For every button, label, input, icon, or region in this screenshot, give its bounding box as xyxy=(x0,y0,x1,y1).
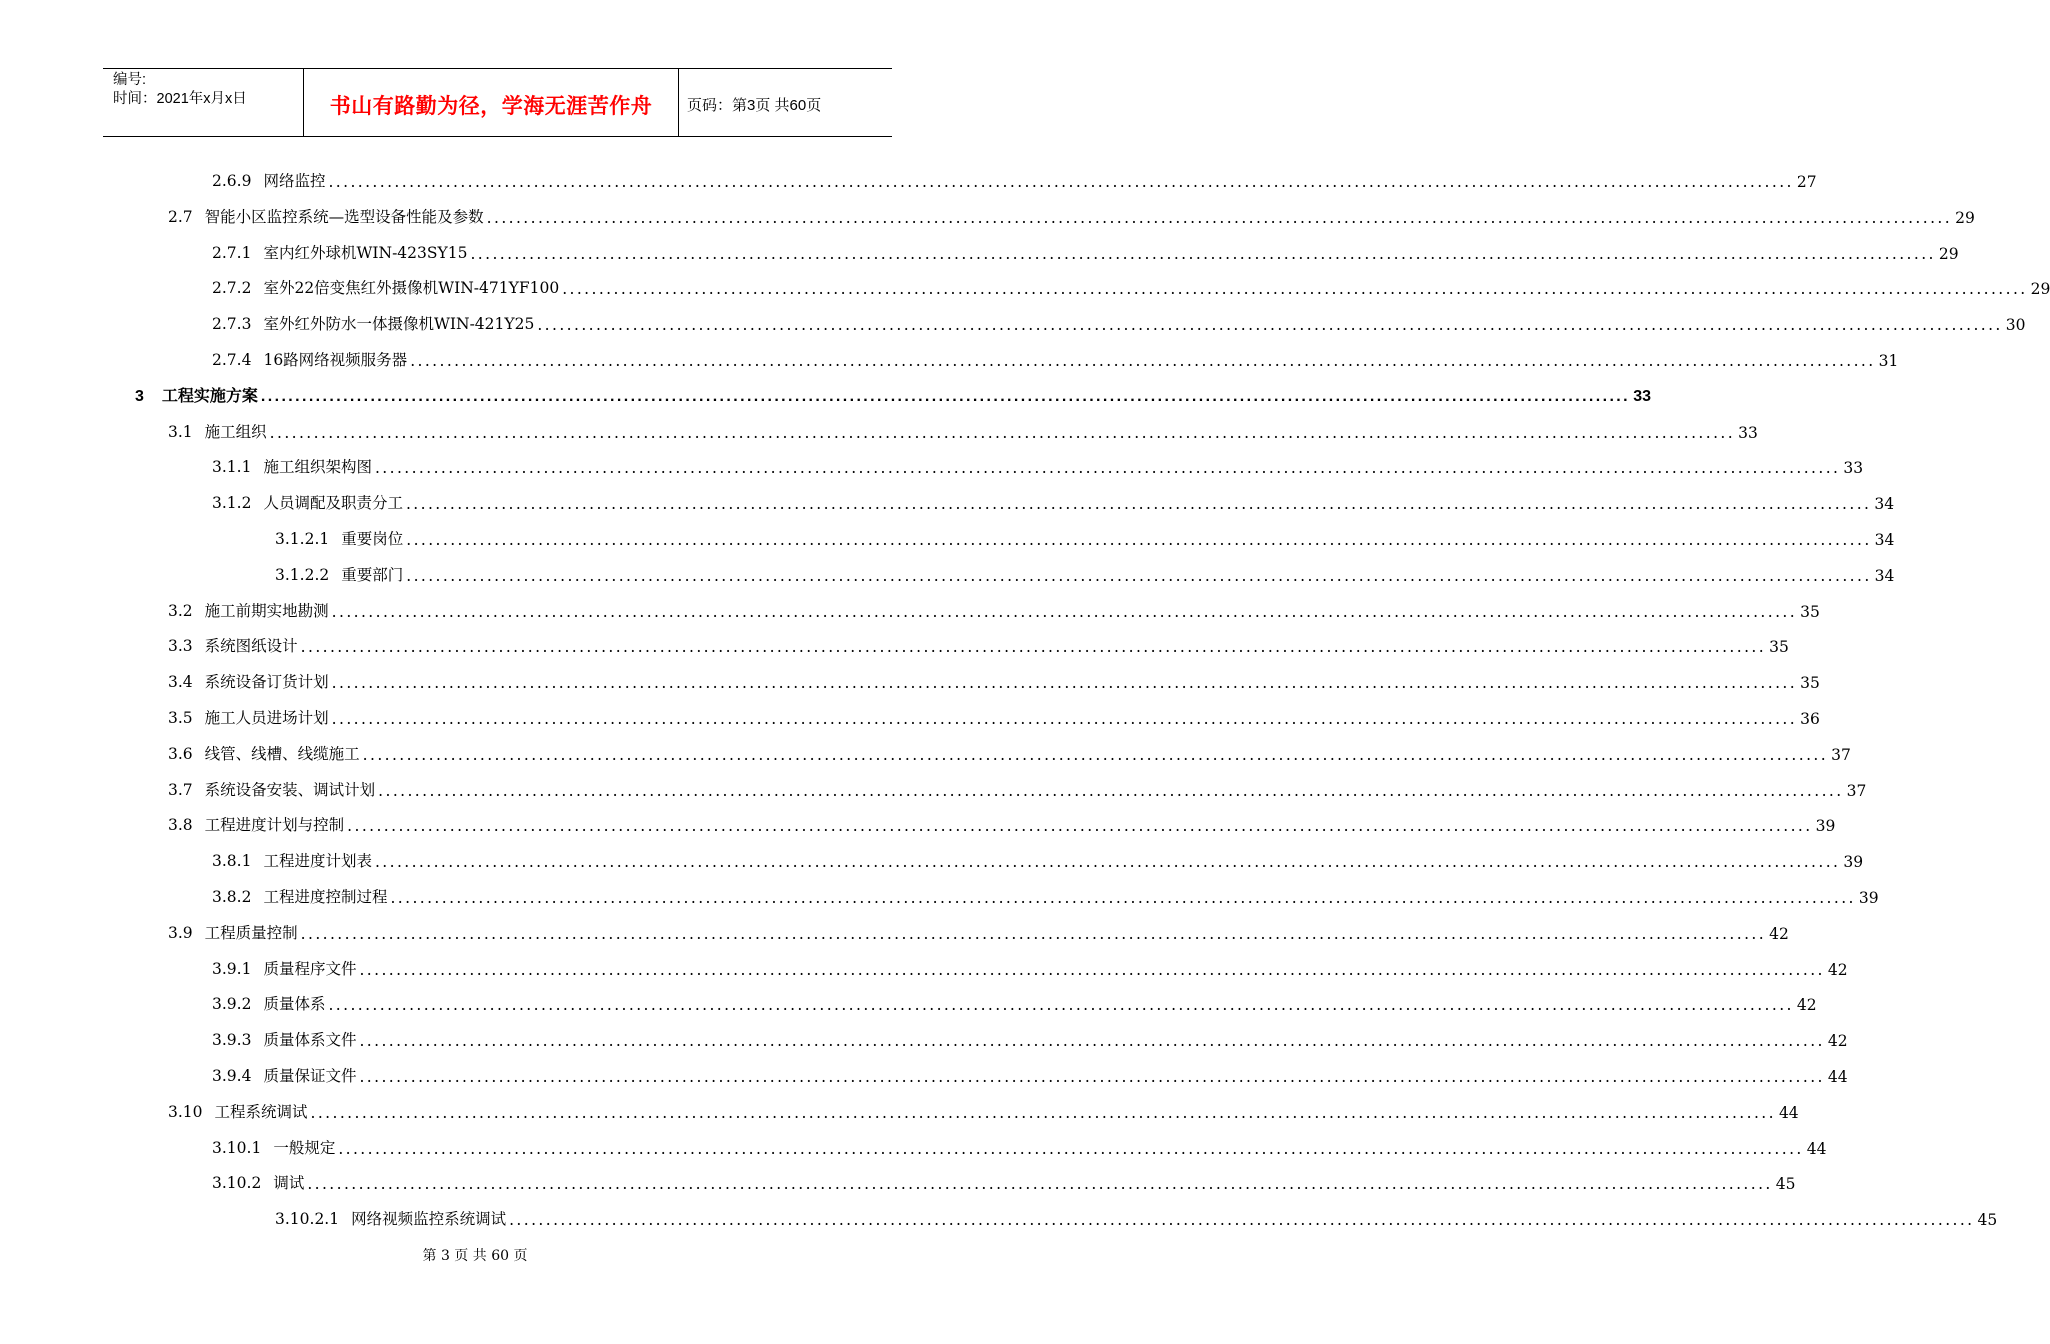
page-footer: 第 3 页 共 60 页 xyxy=(422,1248,528,1264)
toc-entry-title: 网络视频监控系统调试 xyxy=(351,1210,507,1229)
toc-entry-title: 工程实施方案 xyxy=(161,387,258,405)
toc-leader-dots: ........................................................................................................................................................................................................ xyxy=(300,924,1767,943)
toc-entry-title: 质量体系文件 xyxy=(263,1031,357,1050)
header-page-info: 页码：第3页 共60页 xyxy=(687,97,822,114)
toc-entry[interactable] xyxy=(168,774,1867,800)
toc-entry-title: 室外红外防水一体摄像机WIN-421Y25 xyxy=(263,315,535,334)
toc-entry-title: 重要部门 xyxy=(341,565,404,584)
toc-entry-label xyxy=(168,205,484,227)
toc-entry-page: 44 xyxy=(1827,1068,1848,1086)
toc-entry[interactable] xyxy=(212,1024,1848,1051)
toc-entry-title: 工程进度计划表 xyxy=(263,852,372,871)
toc-entry-page: 35 xyxy=(1800,602,1820,621)
toc-entry-label xyxy=(212,1171,304,1193)
toc-entry[interactable] xyxy=(275,523,1895,549)
toc-entry-label xyxy=(212,849,372,871)
toc-entry[interactable] xyxy=(168,630,1789,657)
header-motto: 书山有路勤为径，学海无涯苦作舟 xyxy=(303,69,679,136)
toc-leader-dots: ........................................................................................................................................................................................................ xyxy=(374,853,1841,872)
toc-entry-label xyxy=(275,1207,506,1229)
toc-entry-title: 质量保证文件 xyxy=(263,1067,357,1085)
time-label: 时间：2021年x月x日 xyxy=(113,91,247,107)
toc-entry[interactable] xyxy=(212,1132,1827,1158)
toc-entry-number: 3.6 xyxy=(168,744,193,763)
toc-entry[interactable] xyxy=(212,1060,1848,1086)
toc-entry-title: 网络监控 xyxy=(263,172,326,190)
toc-entry-label xyxy=(168,420,267,442)
toc-entry-label xyxy=(168,921,298,943)
toc-entry-number: 3.1.2 xyxy=(212,494,252,513)
toc-entry-label xyxy=(212,1136,335,1158)
toc-entry-title: 线管、线槽、线缆施工 xyxy=(204,744,360,763)
toc-entry-page: 42 xyxy=(1769,924,1789,943)
toc-leader-dots: ........................................................................................................................................................................................................ xyxy=(410,352,1876,370)
toc-leader-dots: ........................................................................................................................................................................................................ xyxy=(331,602,1798,621)
toc-entry-page: 39 xyxy=(1843,853,1864,872)
toc-entry-page: 33 xyxy=(1633,387,1651,405)
toc-entry[interactable] xyxy=(212,988,1817,1015)
toc-entry-page: 29 xyxy=(1955,208,1975,227)
toc-entry-title: 工程进度控制过程 xyxy=(263,888,388,906)
toc-entry-label xyxy=(168,670,329,692)
toc-entry-title: 人员调配及职责分工 xyxy=(263,494,403,513)
toc-entry-page: 35 xyxy=(1800,674,1820,693)
toc-entry[interactable] xyxy=(168,809,1836,836)
toc-entry-page: 42 xyxy=(1827,1032,1848,1051)
toc-entry-page: 44 xyxy=(1806,1139,1827,1158)
toc-entry-title: 系统设备安装、调试计划 xyxy=(204,780,376,799)
toc-entry-number: 3.5 xyxy=(168,709,193,727)
header-left-cell xyxy=(103,69,303,136)
toc-leader-dots: ........................................................................................................................................................................................................ xyxy=(347,817,1813,836)
toc-entry-page: 37 xyxy=(1846,781,1867,800)
toc-entry-page: 31 xyxy=(1878,352,1899,370)
toc-entry[interactable] xyxy=(212,237,1959,263)
toc-leader-dots: ........................................................................................................................................................................................................ xyxy=(374,459,1841,478)
toc-entry-number: 2.7.2 xyxy=(212,279,252,298)
toc-leader-dots: ........................................................................................................................................................................................................ xyxy=(470,244,1936,263)
toc-entry-number: 3.10 xyxy=(168,1102,203,1121)
toc-entry-label xyxy=(275,527,403,549)
toc-entry-label xyxy=(275,563,403,585)
toc-entry-title: 质量体系 xyxy=(263,995,326,1014)
toc-entry-number: 3.10.1 xyxy=(212,1138,262,1157)
toc-entry[interactable] xyxy=(212,953,1848,979)
toc-entry-page: 44 xyxy=(1778,1103,1799,1122)
toc-entry-number: 3.8 xyxy=(168,816,193,835)
toc-entry[interactable] xyxy=(212,165,1817,191)
toc-leader-dots: ........................................................................................................................................................................................................ xyxy=(331,674,1798,693)
toc-entry-title: 工程质量控制 xyxy=(204,923,298,942)
toc-entry-title: 室内红外球机WIN-423SY15 xyxy=(263,243,468,262)
toc-entry-label xyxy=(212,455,372,477)
toc-entry-page: 39 xyxy=(1858,889,1879,907)
toc-entry-title: 调试 xyxy=(273,1174,305,1193)
toc-entry-label xyxy=(168,813,344,835)
toc-entry-title: 系统设备订货计划 xyxy=(204,673,329,692)
toc-entry-number: 3.3 xyxy=(168,637,193,656)
toc-entry-title: 系统图纸设计 xyxy=(204,637,298,656)
toc-entry-number: 3.9.4 xyxy=(212,1067,252,1085)
toc-entry-number: 3.1 xyxy=(168,422,193,441)
toc-entry-label xyxy=(168,706,329,728)
toc-leader-dots: ........................................................................................................................................................................................................ xyxy=(310,1103,1776,1122)
toc-entry[interactable] xyxy=(212,272,2050,299)
toc-leader-dots: ........................................................................................................................................................................................................ xyxy=(390,889,1856,907)
toc-leader-dots: ........................................................................................................................................................................................................ xyxy=(406,566,1872,585)
toc-entry-number: 2.7 xyxy=(168,207,193,226)
toc-entry-number: 3.1.1 xyxy=(212,458,252,477)
toc-leader-dots: ........................................................................................................................................................................................................ xyxy=(338,1139,1804,1158)
toc-entry-page: 45 xyxy=(1775,1175,1796,1194)
toc-entry-number: 3 xyxy=(135,387,144,405)
toc-entry-title: 重要岗位 xyxy=(341,530,404,548)
toc-entry-number: 3.10.2.1 xyxy=(275,1210,340,1229)
toc-entry[interactable] xyxy=(212,344,1899,370)
toc-leader-dots: ........................................................................................................................................................................................................ xyxy=(406,531,1872,549)
toc-entry-label xyxy=(212,957,356,979)
code-label: 编号: xyxy=(113,72,147,88)
toc-leader-dots: ........................................................................................................................................................................................................ xyxy=(562,280,2028,299)
toc-entry-label xyxy=(212,241,467,263)
toc-leader-dots: ........................................................................................................................................................................................................ xyxy=(509,1211,1975,1230)
toc-leader-dots: ........................................................................................................................................................................................................ xyxy=(359,960,1825,979)
toc-entry-number: 3.9 xyxy=(168,923,193,942)
toc-entry[interactable] xyxy=(212,1167,1796,1194)
toc-entry-title: 施工组织架构图 xyxy=(263,458,372,477)
toc-leader-dots: ........................................................................................................................................................................................................ xyxy=(405,495,1872,514)
toc-entry-title: 一般规定 xyxy=(273,1138,336,1157)
toc-entry-title: 施工前期实地勘测 xyxy=(204,601,329,620)
toc-entry-number: 3.2 xyxy=(168,601,193,620)
toc-entry[interactable] xyxy=(212,451,1864,478)
toc-entry-number: 3.4 xyxy=(168,673,193,692)
toc-entry-page: 33 xyxy=(1843,459,1864,478)
toc-entry-page: 29 xyxy=(2030,280,2050,299)
toc-entry-label xyxy=(168,1100,308,1122)
toc-entry[interactable] xyxy=(135,380,1651,406)
toc-entry-label xyxy=(212,276,559,298)
toc-entry[interactable] xyxy=(168,1096,1799,1122)
toc-entry-page: 27 xyxy=(1796,173,1817,191)
toc-entry-number: 3.1.2.1 xyxy=(275,530,330,548)
toc-leader-dots: ........................................................................................................................................................................................................ xyxy=(378,781,1844,800)
toc-entry-label xyxy=(212,348,407,370)
toc-entry-number: 3.9.3 xyxy=(212,1031,252,1050)
toc-entry[interactable] xyxy=(212,308,2026,335)
toc-entry-number: 3.7 xyxy=(168,780,193,799)
toc-entry-title: 施工人员进场计划 xyxy=(204,709,329,727)
toc-entry[interactable] xyxy=(212,487,1895,514)
toc-entry-page: 33 xyxy=(1738,423,1758,442)
toc-entry[interactable] xyxy=(168,738,1851,764)
toc-entry-label xyxy=(212,491,403,513)
toc-entry-label xyxy=(168,599,329,621)
toc-entry-page: 39 xyxy=(1815,817,1836,836)
toc-entry-number: 2.6.9 xyxy=(212,172,252,190)
toc-entry[interactable] xyxy=(212,881,1879,907)
toc-leader-dots: ........................................................................................................................................................................................................ xyxy=(359,1032,1825,1051)
toc-entry[interactable] xyxy=(168,917,1789,943)
toc-entry-page: 42 xyxy=(1796,996,1817,1015)
toc-entry-label xyxy=(168,742,360,764)
toc-entry[interactable] xyxy=(168,595,1820,621)
toc-entry-title: 施工组织 xyxy=(204,422,267,441)
toc-entry-number: 3.9.2 xyxy=(212,995,252,1014)
toc-entry-number: 3.10.2 xyxy=(212,1174,262,1193)
toc-entry-number: 2.7.3 xyxy=(212,315,252,334)
toc-leader-dots: ........................................................................................................................................................................................................ xyxy=(307,1175,1773,1194)
toc-leader-dots: ........................................................................................................................................................................................................ xyxy=(537,316,2003,335)
toc-entry-page: 34 xyxy=(1874,495,1895,514)
toc-entry-page: 42 xyxy=(1827,960,1848,979)
toc-entry-number: 3.1.2.2 xyxy=(275,565,330,584)
toc-leader-dots: ........................................................................................................................................................................................................ xyxy=(359,1068,1825,1086)
toc-entry[interactable] xyxy=(168,201,1975,227)
toc-entry-label xyxy=(212,312,534,334)
toc-entry[interactable] xyxy=(168,702,1820,728)
toc-entry[interactable] xyxy=(168,416,1758,442)
toc-leader-dots: ........................................................................................................................................................................................................ xyxy=(328,996,1794,1015)
toc-entry-label xyxy=(212,1028,356,1050)
toc-entry-label xyxy=(135,383,258,406)
toc-entry[interactable] xyxy=(212,845,1864,872)
toc-leader-dots: ........................................................................................................................................................................................................ xyxy=(328,173,1794,191)
toc-entry-number: 3.9.1 xyxy=(212,959,252,978)
toc-entry-label xyxy=(168,778,375,800)
toc-entry-number: 3.8.2 xyxy=(212,888,252,906)
toc-entry-page: 37 xyxy=(1831,745,1851,764)
toc-entry-title: 智能小区监控系统—选型设备性能及参数 xyxy=(204,207,484,226)
toc-entry-title: 工程系统调试 xyxy=(214,1102,308,1121)
toc-entry[interactable] xyxy=(275,1203,1998,1230)
toc-entry-label xyxy=(212,885,387,907)
toc-entry-title: 工程进度计划与控制 xyxy=(204,816,345,835)
toc-entry-label xyxy=(212,1064,356,1086)
toc-entry-title: 室外22倍变焦红外摄像机WIN-471YF100 xyxy=(263,279,560,298)
toc-leader-dots: ........................................................................................................................................................................................................ xyxy=(300,638,1767,657)
toc-entry-page: 29 xyxy=(1938,244,1959,263)
toc-entry-page: 34 xyxy=(1874,531,1895,549)
toc-entry-page: 30 xyxy=(2005,316,2026,335)
toc-entry-page: 34 xyxy=(1874,566,1895,585)
toc-leader-dots: ........................................................................................................................................................................................................ xyxy=(269,423,1736,442)
toc-leader-dots: ........................................................................................................................................................................................................ xyxy=(260,387,1630,405)
toc-entry-number: 2.7.4 xyxy=(212,351,252,369)
toc-entry-title: 质量程序文件 xyxy=(263,959,357,978)
toc-entry[interactable] xyxy=(275,559,1895,585)
toc-entry-title: 16路网络视频服务器 xyxy=(263,351,408,369)
toc-entry-label xyxy=(168,634,298,656)
toc-leader-dots: ........................................................................................................................................................................................................ xyxy=(362,745,1829,764)
page-header xyxy=(103,68,892,137)
toc-entry-label xyxy=(212,992,325,1014)
toc-leader-dots: ........................................................................................................................................................................................................ xyxy=(331,710,1798,728)
toc-entry-number: 3.8.1 xyxy=(212,852,252,871)
toc-entry-page: 36 xyxy=(1800,710,1820,728)
toc-entry-label xyxy=(212,169,325,191)
toc-leader-dots: ........................................................................................................................................................................................................ xyxy=(486,208,1953,227)
toc-entry[interactable] xyxy=(168,666,1820,693)
toc-entry-number: 2.7.1 xyxy=(212,243,252,262)
toc-entry-page: 45 xyxy=(1977,1211,1998,1230)
toc-entry-page: 35 xyxy=(1769,638,1789,657)
